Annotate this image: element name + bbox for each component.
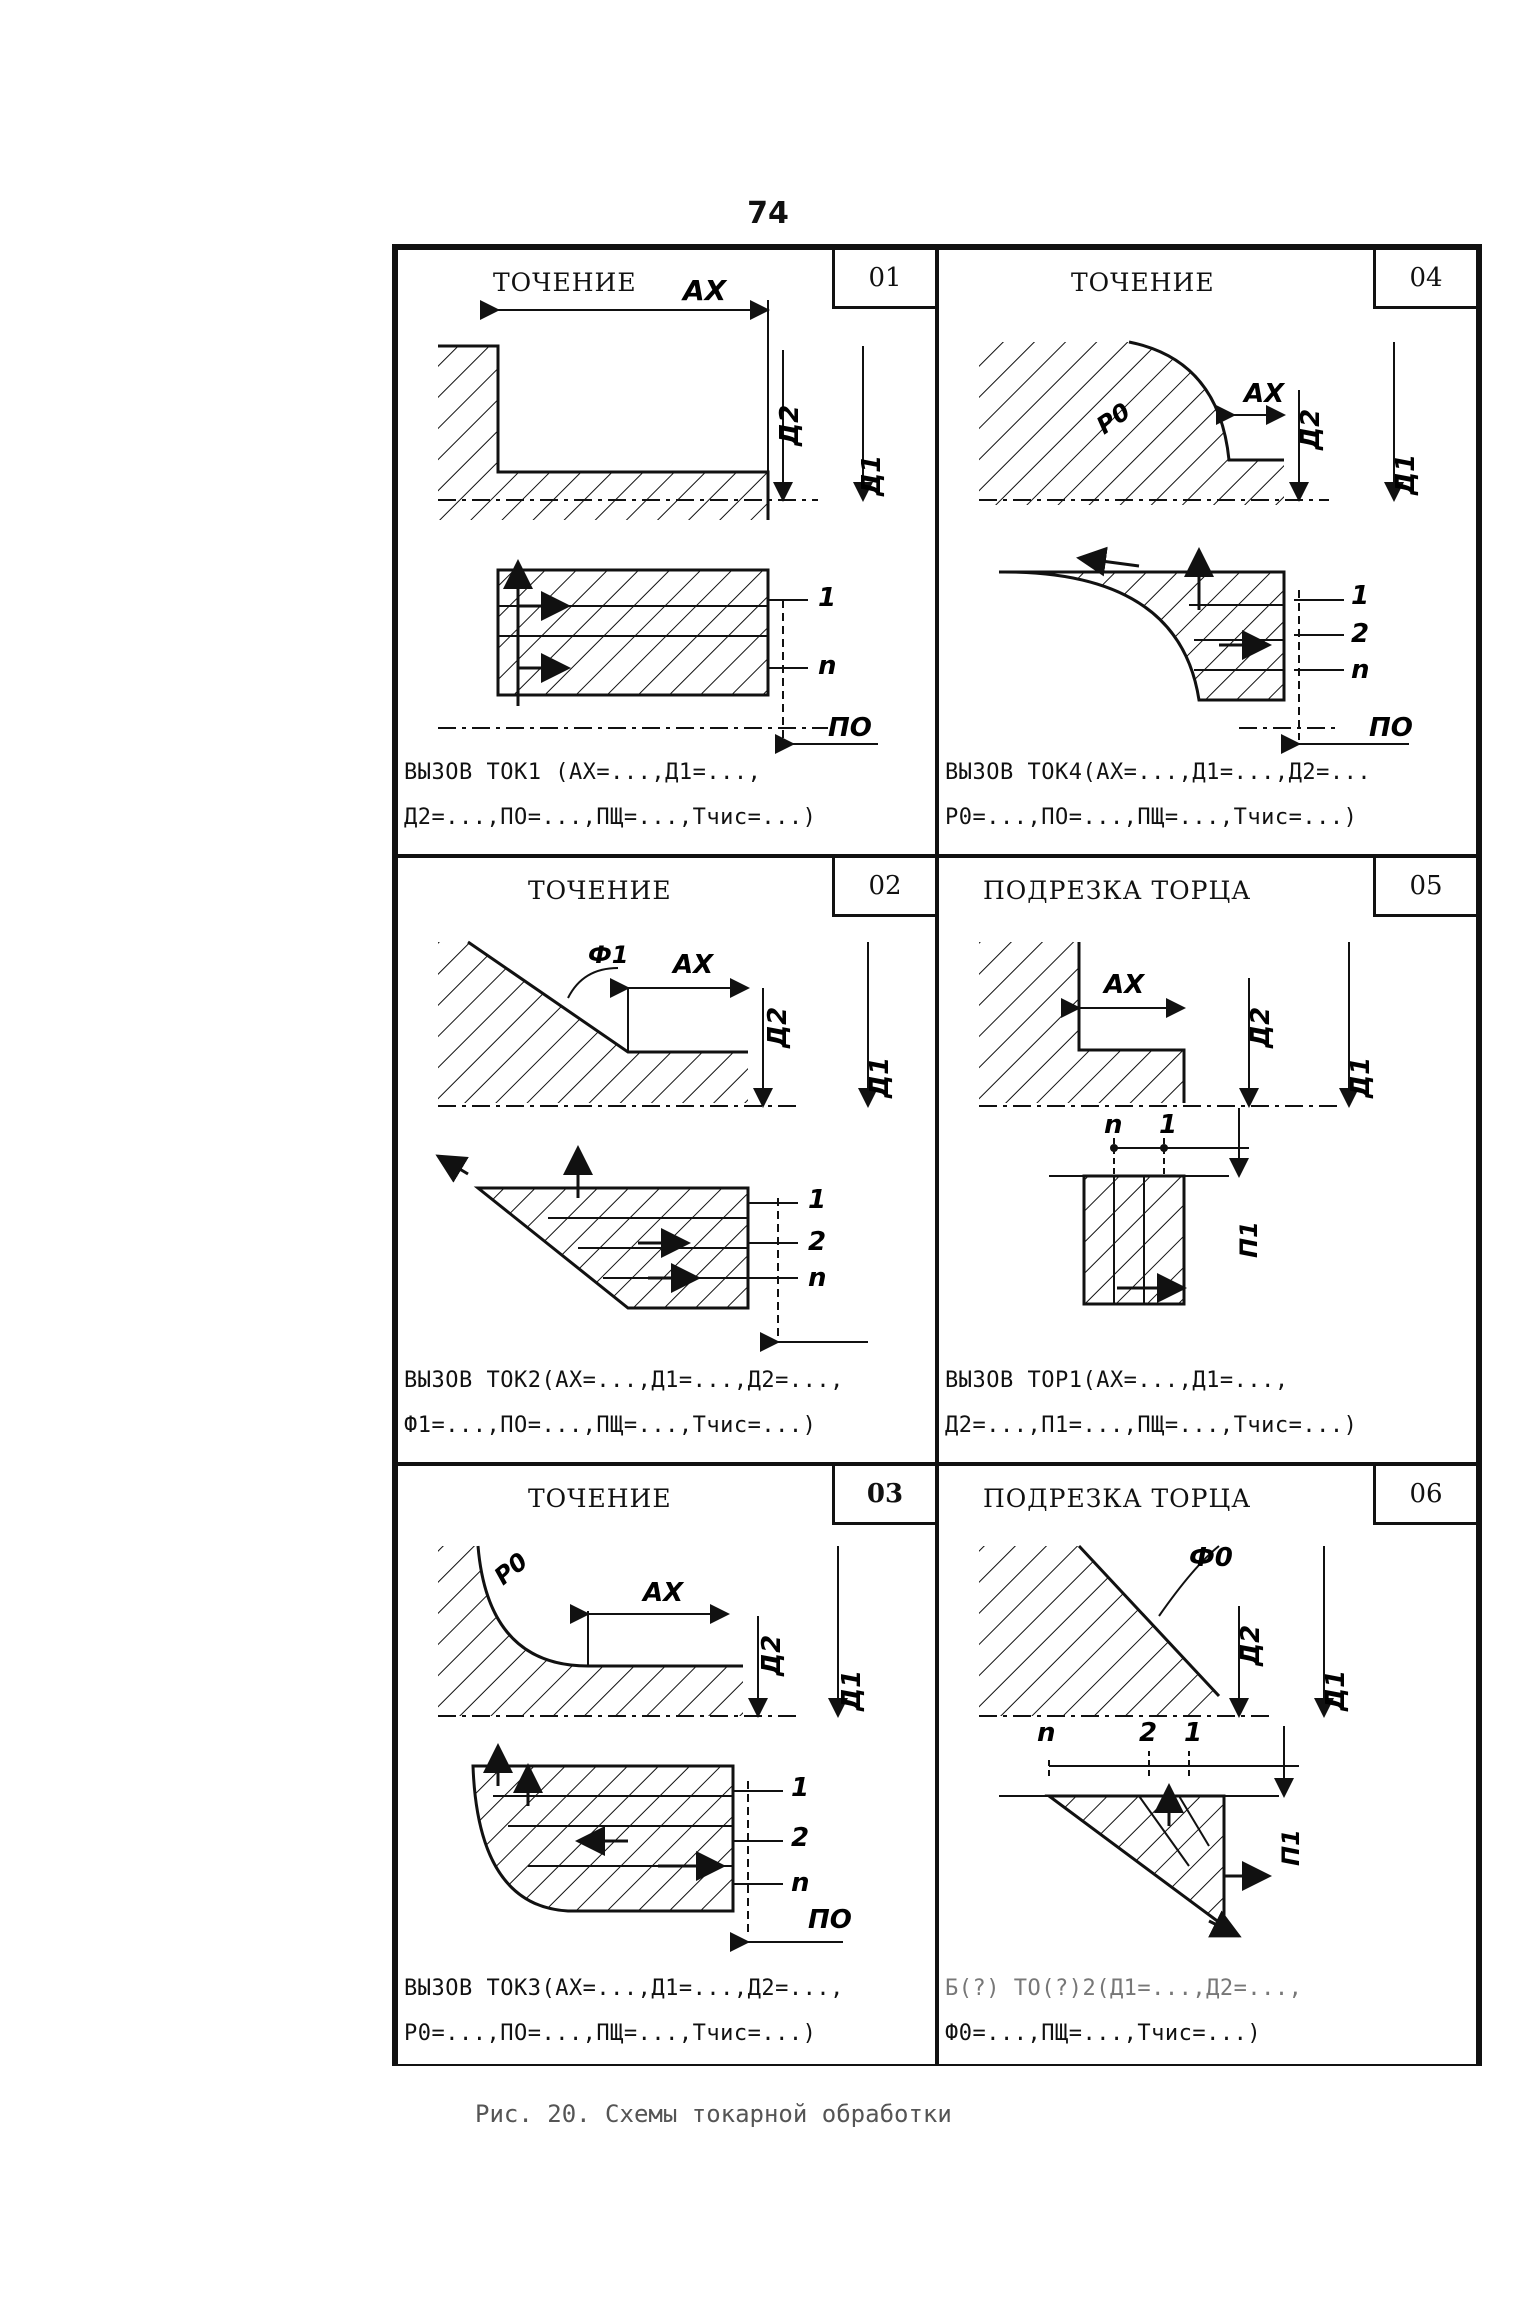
cell-title: ТОЧЕНИЕ <box>493 268 637 297</box>
pass-n-label: n <box>791 1868 810 1898</box>
dim-d2-label: Д2 <box>1246 1006 1276 1048</box>
dim-r0-label: Р0 <box>1091 397 1136 440</box>
call-line-2: Ф1=...,ПО=...,ПЩ=...,Тчис=...) <box>404 1413 817 1438</box>
pass-2-label: 2 <box>1351 619 1370 649</box>
dim-po-label: ПО <box>828 713 872 743</box>
dim-d1-label: Д1 <box>837 1669 867 1711</box>
cell-05 <box>937 856 1478 1464</box>
dim-ax-label: AX <box>1104 970 1145 1000</box>
call-line-1: ВЫЗОВ ТОР1(AX=...,Д1=..., <box>945 1368 1289 1393</box>
cell-06 <box>937 1464 1478 2066</box>
call-line-1: ВЫЗОВ ТОК1 (AX=...,Д1=..., <box>404 760 762 785</box>
pass-n-label: n <box>1351 655 1370 685</box>
dim-p1-label: П1 <box>1235 1221 1263 1258</box>
cell-number: 05 <box>1373 858 1476 917</box>
pass-2-label: 2 <box>808 1227 827 1257</box>
cell-title: ТОЧЕНИЕ <box>528 876 672 905</box>
cell-title: ПОДРЕЗКА ТОРЦА <box>983 1484 1252 1513</box>
pass-1-label: 1 <box>791 1773 810 1803</box>
figure-caption: Рис. 20. Схемы токарной обработки <box>475 2100 952 2128</box>
cell-title: ТОЧЕНИЕ <box>528 1484 672 1513</box>
pass-1-label: 1 <box>818 583 837 613</box>
call-line-2: Д2=...,П1=...,ПЩ=...,Тчис=...) <box>945 1413 1358 1438</box>
dim-d1-label: Д1 <box>1391 453 1421 495</box>
dim-d1-label: Д1 <box>1321 1669 1351 1711</box>
dim-d2-label: Д2 <box>757 1634 787 1676</box>
call-line-1: Б(?) ТО(?)2(Д1=...,Д2=..., <box>945 1976 1303 2001</box>
call-line-2: Ф0=...,ПЩ=...,Тчис=...) <box>945 2021 1262 2046</box>
cell-number: 01 <box>832 250 935 309</box>
cell-title: ТОЧЕНИЕ <box>1071 268 1215 297</box>
page-number: 74 <box>747 196 789 231</box>
call-line-2: Д2=...,ПО=...,ПЩ=...,Тчис=...) <box>404 805 817 830</box>
cell-number: 02 <box>832 858 935 917</box>
dim-po-label: ПО <box>1369 713 1413 743</box>
pass-1-label: 1 <box>1184 1718 1203 1748</box>
call-line-2: Р0=...,ПО=...,ПЩ=...,Тчис=...) <box>404 2021 817 2046</box>
call-line-1: ВЫЗОВ ТОК4(AX=...,Д1=...,Д2=... <box>945 760 1372 785</box>
pass-2-label: 2 <box>791 1823 810 1853</box>
facing-sketch <box>939 1466 1476 2062</box>
pass-n-label: n <box>1037 1718 1056 1748</box>
figure-grid <box>392 244 1482 2066</box>
turning-sketch <box>398 1466 935 2062</box>
cell-03 <box>396 1464 937 2066</box>
pass-1-label: 1 <box>1351 581 1370 611</box>
pass-1-label: 1 <box>808 1185 827 1215</box>
cell-number: 04 <box>1373 250 1476 309</box>
cell-02 <box>396 856 937 1464</box>
dim-r0-label: Р0 <box>488 1547 534 1591</box>
dim-ax-label: AX <box>1244 379 1285 409</box>
dim-ax-label: AX <box>673 950 714 980</box>
dim-d1-label: Д1 <box>1346 1056 1376 1098</box>
call-line-1: ВЫЗОВ ТОК2(AX=...,Д1=...,Д2=..., <box>404 1368 844 1393</box>
pass-1-label: 1 <box>1159 1110 1178 1140</box>
dim-phi0-label: Ф0 <box>1189 1543 1233 1573</box>
cell-01 <box>396 248 937 856</box>
pass-n-label: n <box>1104 1110 1123 1140</box>
dim-po-label: ПО <box>808 1905 852 1935</box>
dim-d1-label: Д1 <box>865 1056 895 1098</box>
cell-04 <box>937 248 1478 856</box>
dim-d2-label: Д2 <box>1236 1624 1266 1666</box>
dim-d2-label: Д2 <box>775 404 805 446</box>
dim-ax-label: AX <box>683 274 727 307</box>
call-line-1: ВЫЗОВ ТОК3(AX=...,Д1=...,Д2=..., <box>404 1976 844 2001</box>
dim-p1-label: П1 <box>1277 1829 1305 1866</box>
cell-title: ПОДРЕЗКА ТОРЦА <box>983 876 1252 905</box>
cell-number: 03 <box>832 1466 935 1525</box>
dim-d2-label: Д2 <box>1296 408 1326 450</box>
pass-n-label: n <box>818 651 837 681</box>
dim-d2-label: Д2 <box>763 1006 793 1048</box>
dim-ax-label: AX <box>643 1578 684 1608</box>
dim-phi1-label: Ф1 <box>588 941 629 969</box>
call-line-2: Р0=...,ПО=...,ПЩ=...,Тчис=...) <box>945 805 1358 830</box>
pass-n-label: n <box>808 1263 827 1293</box>
cell-number: 06 <box>1373 1466 1476 1525</box>
dim-d1-label: Д1 <box>857 454 887 496</box>
pass-2-label: 2 <box>1139 1718 1158 1748</box>
